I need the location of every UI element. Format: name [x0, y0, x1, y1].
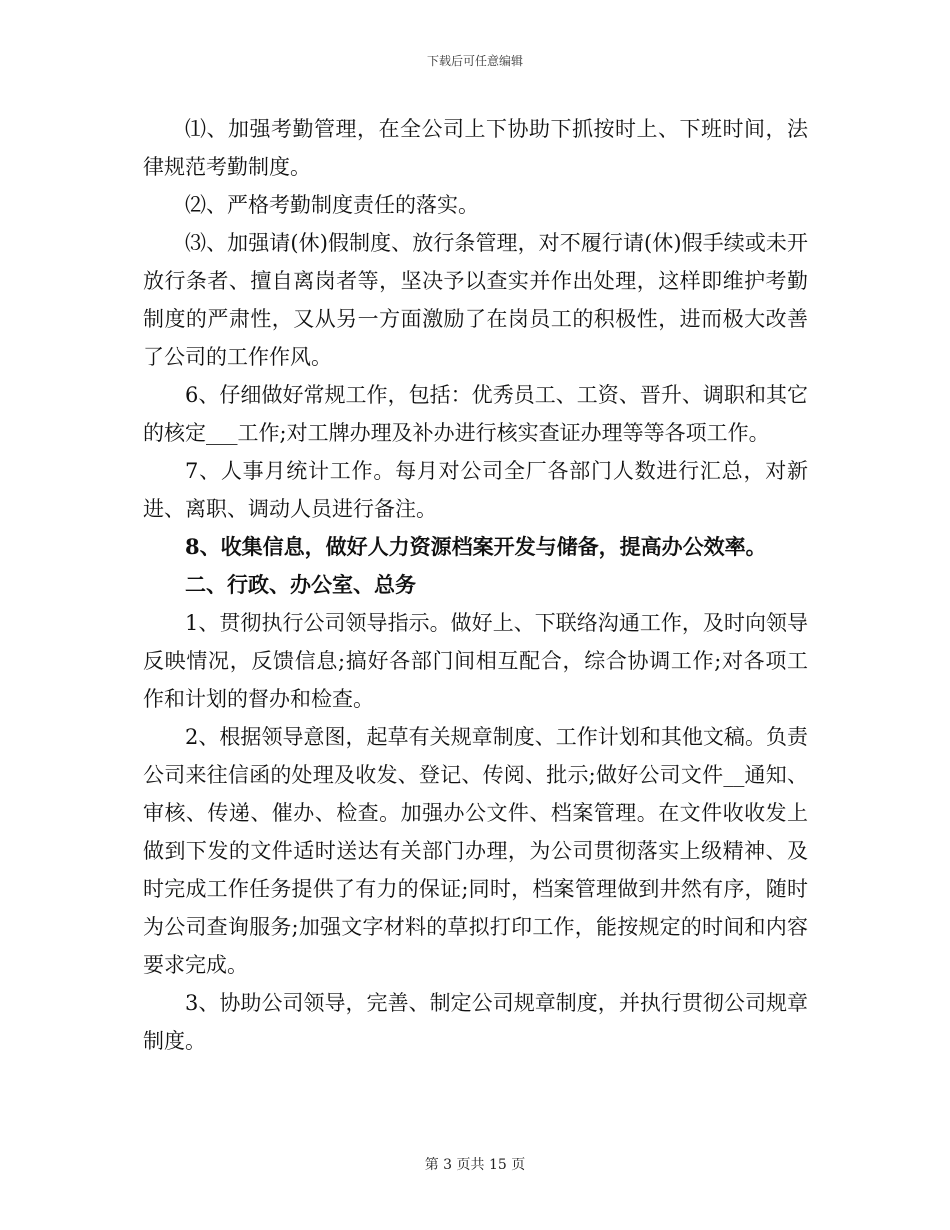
page-header: 下载后可任意编辑: [426, 54, 523, 68]
paragraph-attendance-responsibility: ⑵、严格考勤制度责任的落实。: [185, 193, 479, 217]
document-body: [143, 110, 808, 1060]
page-footer: 第 3 页共 15 页: [424, 1157, 526, 1173]
section-heading-administration: 二、行政、办公室、总务: [185, 572, 416, 597]
paragraph-rules-regulations: 3、协助公司领导，完善、制定公司规章制度，并执行贯彻公司规章制度。: [143, 991, 808, 1053]
paragraph-information-collection: 8、收集信息，做好人力资源档案开发与储备，提高办公效率。: [185, 534, 767, 559]
paragraph-monthly-statistics: 7、人事月统计工作。每月对公司全厂各部门人数进行汇总，对新进、离职、调动人员进行备注。: [143, 459, 808, 521]
paragraph-leave-system: ⑶、加强请(休)假制度、放行条管理，对不履行请(休)假手续或未开放行条者、擅自离岗者等，坚决予以查实并作出处理，这样即维护考勤制度的严肃性，又从另一方面激励了在岗员工的积极性，进而极大改善了公司的工作作风。: [143, 231, 808, 369]
paragraph-attendance-management: ⑴、加强考勤管理，在全公司上下协助下抓按时上、下班时间，法律规范考勤制度。: [143, 117, 808, 179]
paragraph-leadership-instructions: 1、贯彻执行公司领导指示。做好上、下联络沟通工作，及时向领导反映情况，反馈信息;搞好各部门间相互配合，综合协调工作;对各项工作和计划的督办和检查。: [143, 611, 808, 711]
paragraph-document-drafting: 2、根据领导意图，起草有关规章制度、工作计划和其他文稿。负责公司来往信函的处理及收发、登记、传阅、批示;做好公司文件__通知、审核、传递、催办、检查。加强办公文件、档案管理。在文件收收发上做到下发的文件适时送达有关部门办理，为公司贯彻落实上级精神、及时完成工作任务提供了有力的保证;同时，档案管理做到井然有序，随时为公司查询服务;加强文字材料的草拟打印工作，能按规定的时间和内容要求完成。: [143, 725, 808, 977]
paragraph-routine-work: 6、仔细做好常规工作，包括：优秀员工、工资、晋升、调职和其它的核定___工作;对工牌办理及补办进行核实查证办理等等各项工作。: [143, 383, 808, 445]
